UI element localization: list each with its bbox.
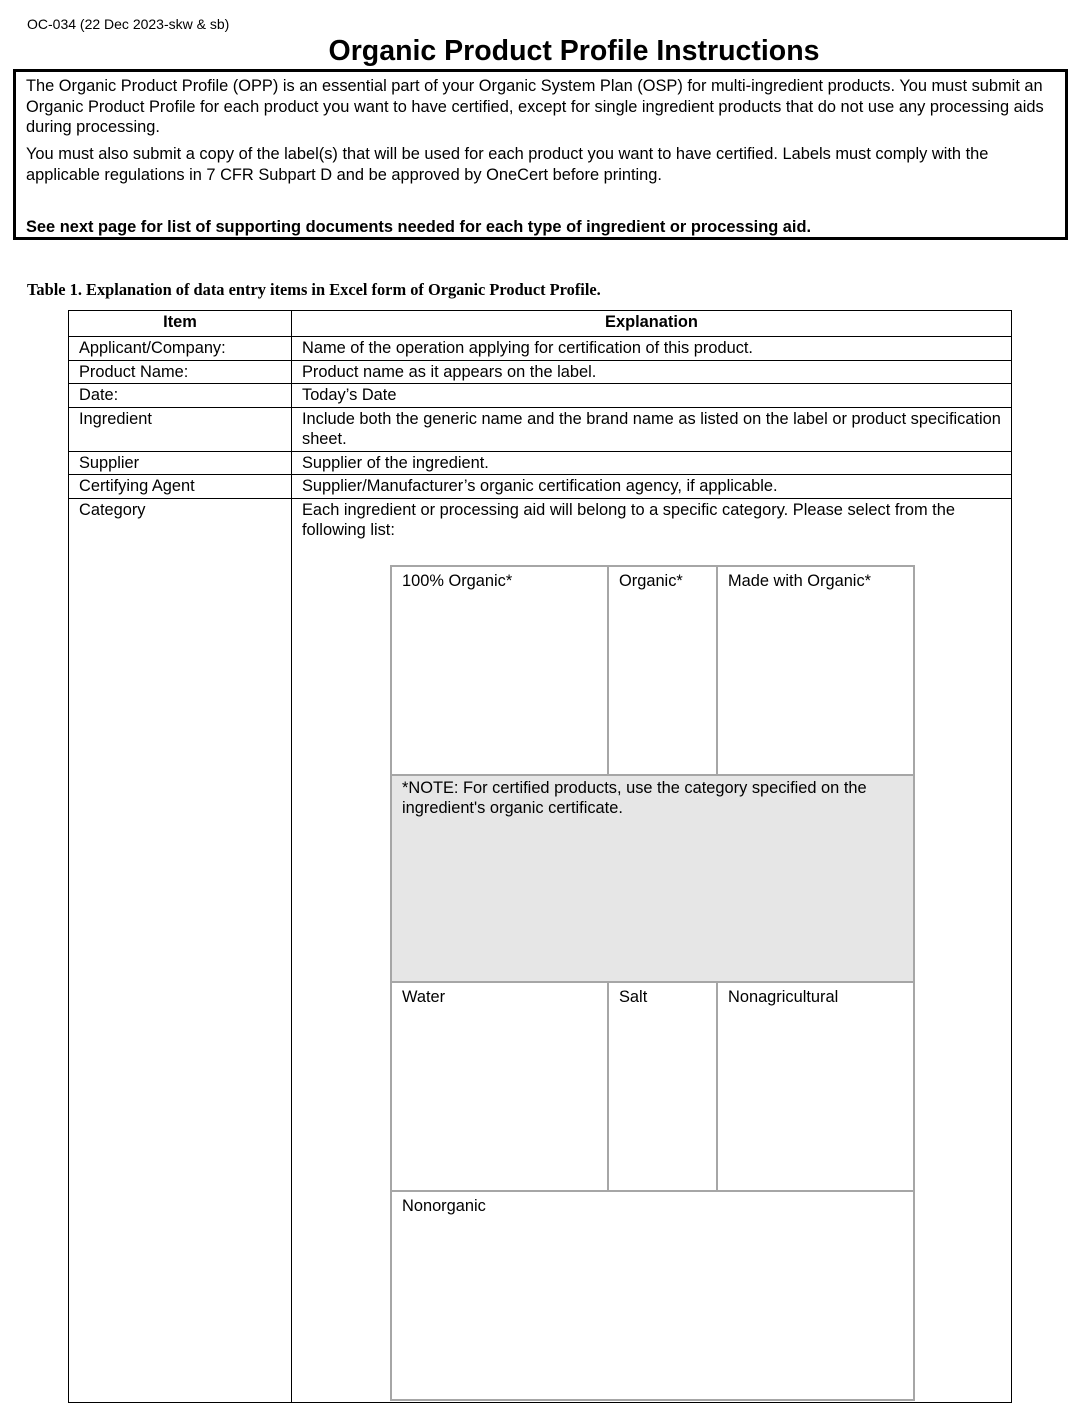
row-explanation: Name of the operation applying for certification of this product. [292, 337, 1012, 361]
row-explanation: Include both the generic name and the brand name as listed on the label or product specification sheet. [292, 407, 1012, 451]
row-item: Product Name: [69, 360, 292, 384]
table-caption: Table 1. Explanation of data entry items in Excel form of Organic Product Profile. [27, 280, 601, 299]
header-explanation: Explanation [292, 311, 1012, 337]
table-row [69, 384, 1012, 408]
row-item: Date: [69, 384, 292, 408]
category-note: *NOTE: For certified products, use the category specified on the ingredient's organic certificate. [391, 775, 914, 982]
page-title: Organic Product Profile Instructions [328, 35, 820, 67]
row-item: Applicant/Company: [69, 337, 292, 361]
category-option: Made with Organic* [717, 566, 914, 775]
row-explanation: Today’s Date [292, 384, 1012, 408]
category-options-table [390, 565, 915, 1401]
row-item: Certifying Agent [69, 475, 292, 499]
row-item: Ingredient [69, 407, 292, 451]
table-row [69, 360, 1012, 384]
category-option: Salt [608, 982, 717, 1191]
table-row [69, 451, 1012, 475]
row-explanation: Supplier/Manufacturer’s organic certification agency, if applicable. [292, 475, 1012, 499]
category-row [391, 1191, 914, 1400]
category-note-row [391, 775, 914, 982]
row-explanation: Supplier of the ingredient. [292, 451, 1012, 475]
category-option: Nonagricultural [717, 982, 914, 1191]
table-row [69, 337, 1012, 361]
document-code: OC-034 (22 Dec 2023-skw & sb) [27, 16, 230, 32]
row-explanation: Each ingredient or processing aid will belong to a specific category. Please select from the following list: [302, 500, 955, 539]
row-item: Category [69, 498, 292, 1402]
table-row [69, 475, 1012, 499]
category-option: Water [391, 982, 608, 1191]
intro-box [13, 69, 1068, 240]
row-item: Supplier [69, 451, 292, 475]
header-item: Item [69, 311, 292, 337]
table-row-category [69, 498, 1012, 1402]
category-option: Organic* [608, 566, 717, 775]
table-row [69, 407, 1012, 451]
intro-supporting-docs-note: See next page for list of supporting documents needed for each type of ingredient or processing aid. [26, 218, 812, 236]
category-option: Nonorganic [391, 1191, 914, 1400]
category-option: 100% Organic* [391, 566, 608, 775]
row-explanation: Product name as it appears on the label. [292, 360, 1012, 384]
intro-paragraph-2: You must also submit a copy of the label(s) that will be used for each product you want to have certified. Labels must comply with the applicable regulations in 7 CFR Subpart D and be approved by OneCert before printing. [26, 145, 989, 184]
row-explanation-cell [292, 498, 1012, 1402]
intro-paragraph-1: The Organic Product Profile (OPP) is an essential part of your Organic System Plan (OSP) for multi-ingredient products. You must submit an Organic Product Profile for each product you want to have certified, except for single ingredient products that do not use any processing aids during processing. [26, 77, 1044, 136]
category-row [391, 982, 914, 1191]
category-row [391, 566, 914, 775]
table-header-row [69, 311, 1012, 337]
explanation-table [68, 310, 1012, 1403]
